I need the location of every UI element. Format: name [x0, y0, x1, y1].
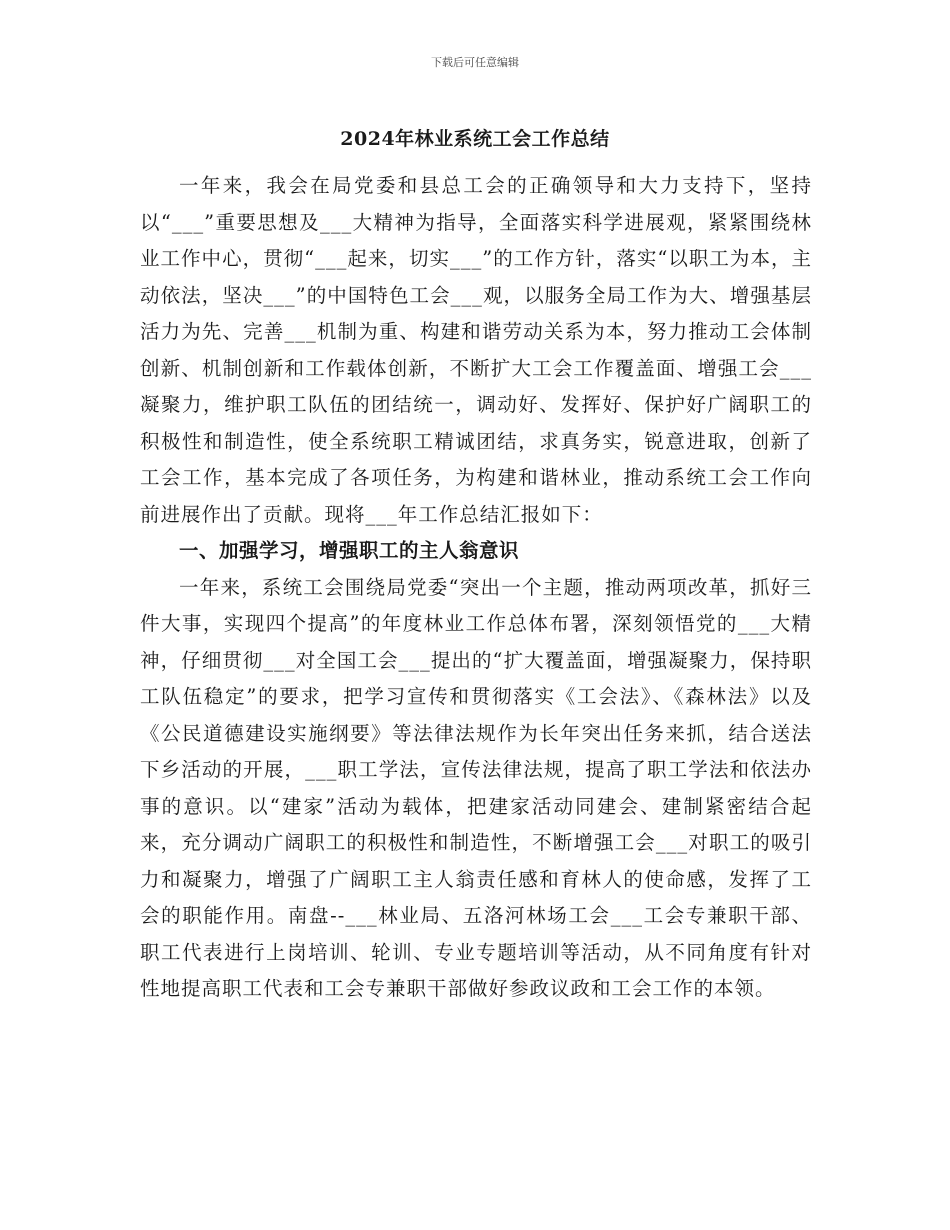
header-note: 下载后可任意编辑 [431, 56, 519, 69]
section-1-paragraph: 一年来，系统工会围绕局党委“突出一个主题，推动两项改革，抓好三件大事，实现四个提高”的年度林业工作总体布署，深刻领悟党的___大精神，仔细贯彻___对全国工会___提出的“扩大覆盖面，增强凝聚力，保持职工队伍稳定”的要求，把学习宣传和贯彻落实《工会法》、《森林法》以及《公民道德建设实施纲要》等法律法规作为长年突出任务来抓，结合送法下乡活动的开展，___职工学法，宣传法律法规，提高了职工学法和依法办事的意识。以“建家”活动为载体，把建家活动同建会、建制紧密结合起来，充分调动广阔职工的积极性和制造性，不断增强工会___对职工的吸引力和凝聚力，增强了广阔职工主人翁责任感和育林人的使命感，发挥了工会的职能作用。南盘--___林业局、五洛河林场工会___工会专兼职干部、职工代表进行上岗培训、轮训、专业专题培训等活动，从不同角度有针对性地提高职工代表和工会专兼职干部做好参政议政和工会工作的本领。 [140, 575, 812, 1000]
document-title: 2024年林业系统工会工作总结 [340, 128, 610, 150]
section-heading-1: 一、加强学习，增强职工的主人翁意识 [179, 539, 520, 562]
intro-paragraph: 一年来，我会在局党委和县总工会的正确领导和大力支持下，坚持以“___”重要思想及___大精神为指导，全面落实科学进展观，紧紧围绕林业工作中心，贯彻“___起来，切实___”的工作方针，落实“以职工为本，主动依法，坚决___”的中国特色工会___观，以服务全局工作为大、增强基层活力为先、完善___机制为重、构建和谐劳动关系为本，努力推动工会体制创新、机制创新和工作载体创新，不断扩大工会工作覆盖面、增强工会___凝聚力，维护职工队伍的团结统一，调动好、发挥好、保护好广阔职工的积极性和制造性，使全系统职工精诚团结，求真务实，锐意进取，创新了工会工作，基本完成了各项任务，为构建和谐林业，推动系统工会工作向前进展作出了贡献。现将___年工作总结汇报如下： [140, 174, 812, 526]
document-body [140, 168, 812, 1008]
